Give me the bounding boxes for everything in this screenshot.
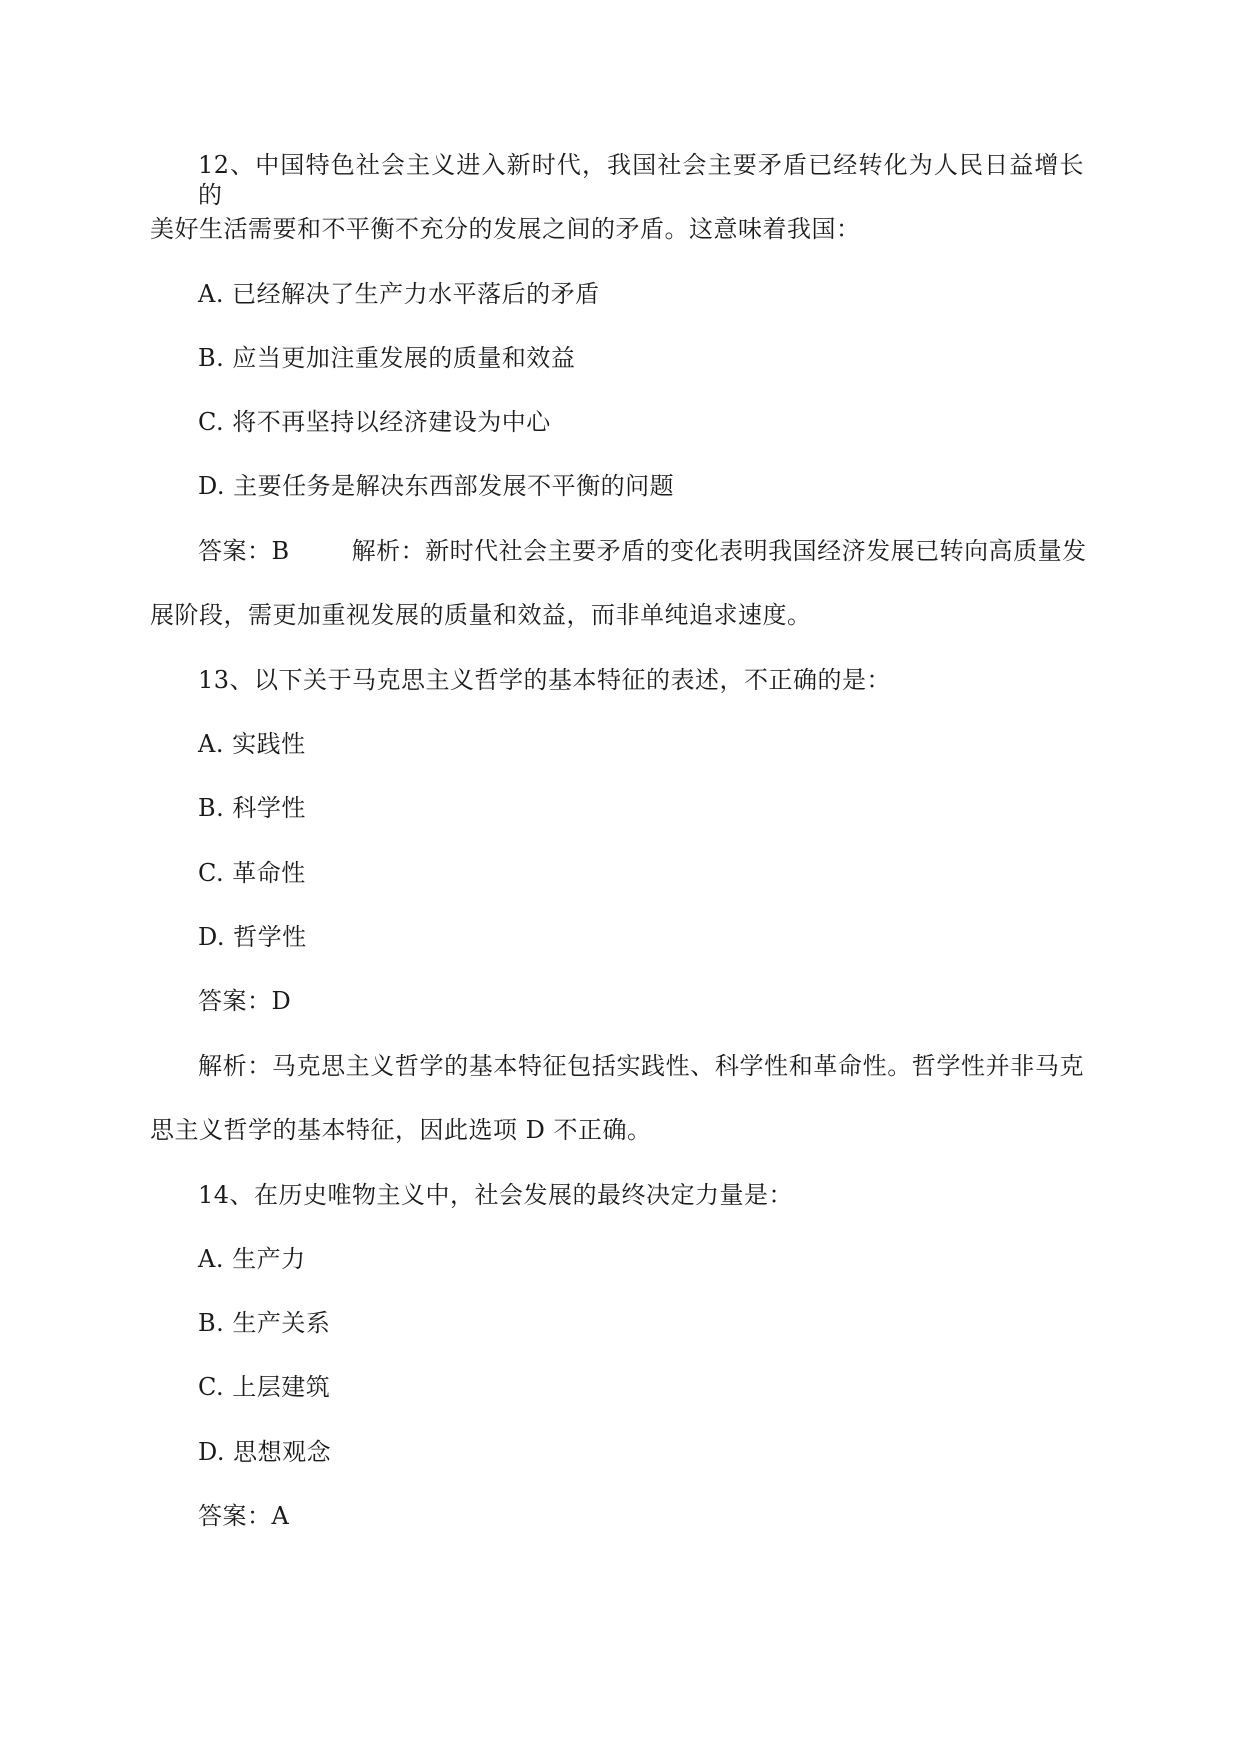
question-12-option-a: A. 已经解决了生产力水平落后的矛盾 (198, 280, 600, 308)
question-12-option-d: D. 主要任务是解决东西部发展不平衡的问题 (198, 472, 675, 500)
question-12-stem-line-1: 12、中国特色社会主义进入新时代，我国社会主要矛盾已经转化为人民日益增长的 (198, 151, 1084, 209)
question-13-answer: 答案：D (198, 987, 292, 1015)
question-13-analysis-line-1: 解析：马克思主义哲学的基本特征包括实践性、科学性和革命性。哲学性并非马克 (198, 1052, 1084, 1080)
question-13-option-b: B. 科学性 (198, 794, 306, 822)
question-12-analysis-line-1: 解析：新时代社会主要矛盾的变化表明我国经济发展已转向高质量发 (351, 537, 1087, 565)
question-12-option-c: C. 将不再坚持以经济建设为中心 (198, 408, 551, 436)
question-12-answer-row (198, 536, 1087, 566)
question-14-answer: 答案：A (198, 1502, 290, 1530)
question-14-option-d: D. 思想观念 (198, 1438, 332, 1466)
question-13-analysis-line-2: 思主义哲学的基本特征，因此选项 D 不正确。 (150, 1116, 652, 1144)
question-14-option-b: B. 生产关系 (198, 1309, 331, 1337)
question-12-analysis-line-2: 展阶段，需更加重视发展的质量和效益，而非单纯追求速度。 (150, 601, 812, 629)
question-13-option-c: C. 革命性 (198, 859, 306, 887)
question-14-option-a: A. 生产力 (198, 1245, 306, 1273)
question-13-option-a: A. 实践性 (198, 730, 306, 758)
question-13-stem-line-1: 13、以下关于马克思主义哲学的基本特征的表述，不正确的是： (198, 666, 892, 694)
question-12-option-b: B. 应当更加注重发展的质量和效益 (198, 344, 576, 372)
question-14-stem-line-1: 14、在历史唯物主义中，社会发展的最终决定力量是： (198, 1181, 794, 1209)
question-12-stem-line-2: 美好生活需要和不平衡不充分的发展之间的矛盾。这意味着我国： (150, 215, 861, 243)
question-13-option-d: D. 哲学性 (198, 923, 307, 951)
question-12-answer: 答案：B (198, 537, 290, 565)
question-14-option-c: C. 上层建筑 (198, 1373, 331, 1401)
